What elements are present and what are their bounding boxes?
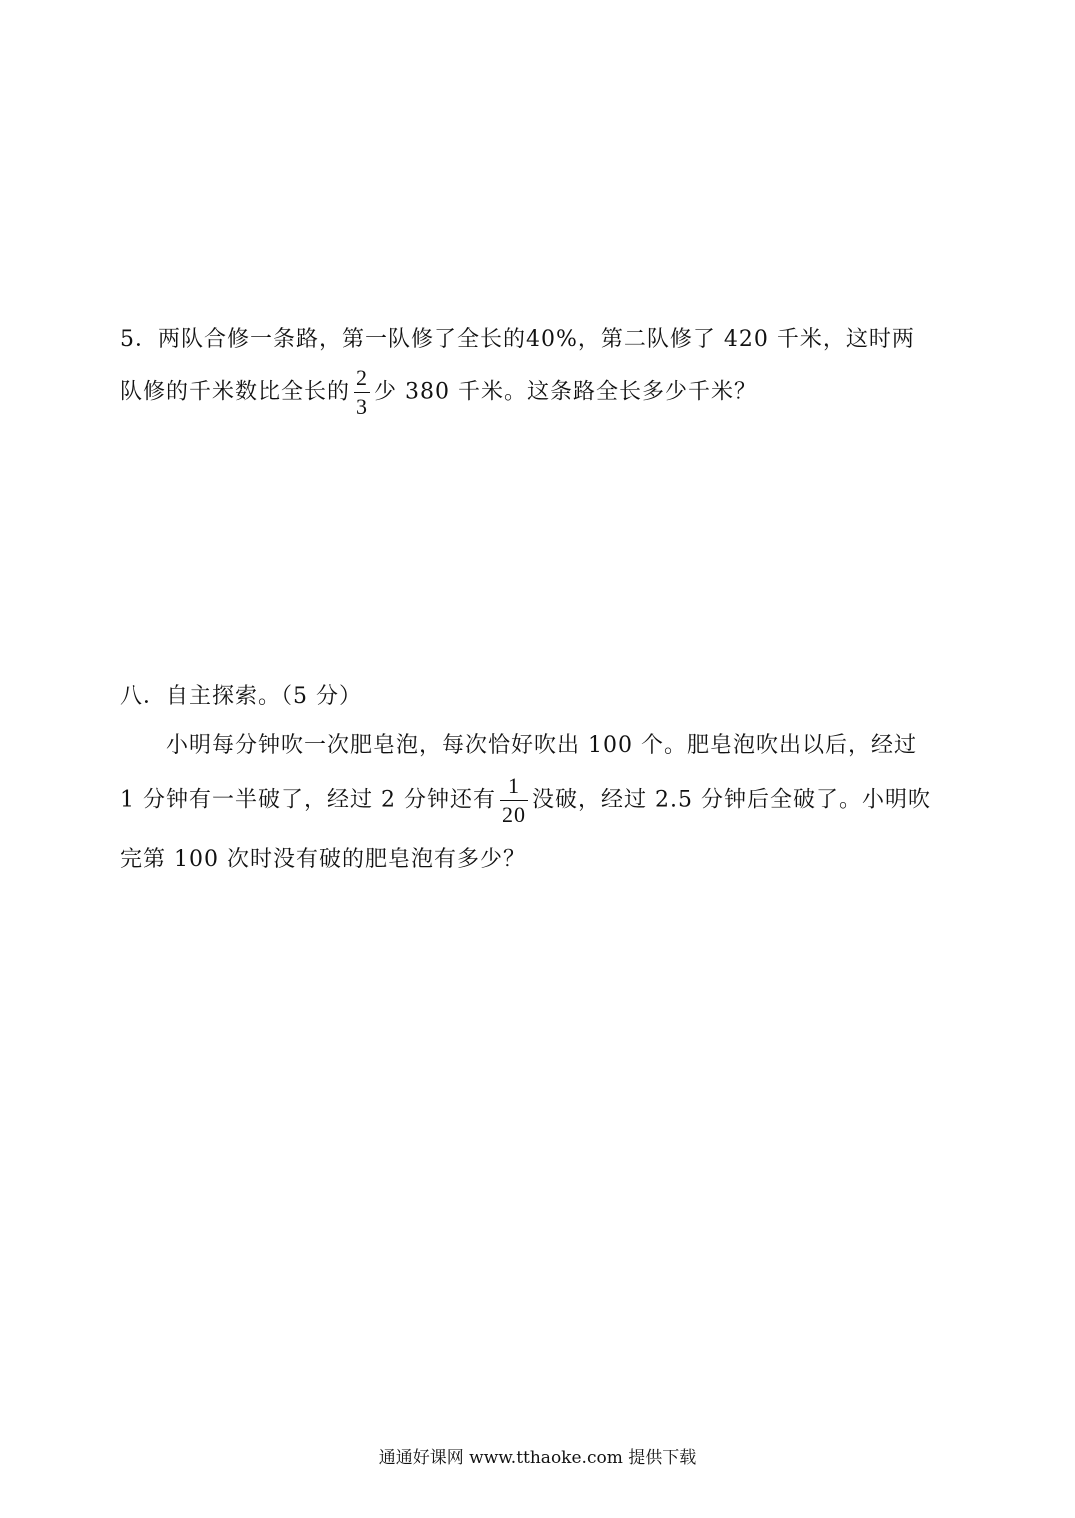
section-8-text-before-fraction: 1 分钟有一半破了，经过 2 分钟还有: [120, 787, 496, 813]
section-8-line-2: [120, 775, 931, 826]
fraction-numerator: 2: [354, 367, 370, 393]
problem-5-text-before-fraction: 队修的千米数比全长的: [120, 379, 351, 405]
fraction-numerator: 1: [500, 775, 528, 801]
problem-5-line-1: 5．两队合修一条路，第一队修了全长的40%，第二队修了 420 千米，这时两: [120, 327, 915, 352]
section-8-heading: 八．自主探索。（5 分）: [120, 684, 362, 709]
section-8-line-1: 小明每分钟吹一次肥皂泡，每次恰好吹出 100 个。肥皂泡吹出以后，经过: [166, 733, 917, 758]
problem-5-line-2: [120, 367, 757, 418]
fraction-denominator: 20: [501, 802, 526, 827]
section-8-text-after-fraction: 没破，经过 2.5 分钟后全破了。小明吹: [531, 787, 931, 813]
problem-5-text-after-fraction: 少 380 千米。这条路全长多少千米？: [374, 379, 757, 405]
fraction-denominator: 3: [356, 394, 369, 419]
fraction-one-twentieth: [500, 775, 528, 826]
fraction-two-thirds: [354, 367, 370, 418]
page-footer: 通通好课网 www.tthaoke.com 提供下载: [378, 1448, 697, 1468]
section-8-line-3: 完第 100 次时没有破的肥皂泡有多少？: [120, 847, 526, 872]
